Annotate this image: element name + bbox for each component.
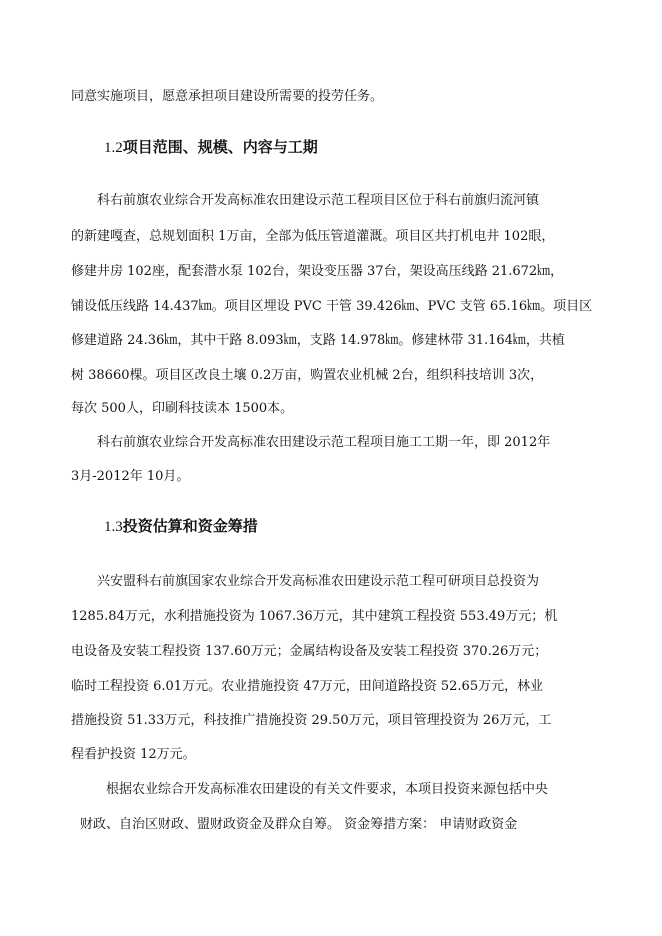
section-number: 1.2 [104,140,123,156]
section-title: 投资估算和资金筹措 [122,517,258,535]
text-line: 措施投资 51.33万元，科技推广措施投资 29.50万元，项目管理投资为 26万元，工 [71,713,552,728]
section-number: 1.3 [104,519,123,535]
text-line: 3月-2012年 10月。 [71,469,190,484]
text-line: 修建道路 24.36㎞，其中干路 8.093㎞，支路 14.978㎞。修建林带 31.164㎞，共植 [71,333,565,348]
section-1-3-heading [104,515,258,538]
text-line: 科右前旗农业综合开发高标准农田建设示范工程项目区位于科右前旗归流河镇 [97,193,540,208]
text-line: 根据农业综合开发高标准农田建设的有关文件要求，本项目投资来源包括中央 [106,782,549,797]
text-line: 铺设低压线路 14.437㎞。项目区埋设 PVC 干管 39.426㎞、PVC 支管 65.16㎞。项目区 [71,299,593,314]
text-line: 树 38660棵。项目区改良土壤 0.2万亩，购置农业机械 2台，组织科技培训 3次， [71,368,544,383]
text-line: 临时工程投资 6.01万元。农业措施投资 47万元，田间道路投资 52.65万元，林业 [71,679,544,694]
text-line: 电设备及安装工程投资 137.60万元；金属结构设备及安装工程投资 370.26万元； [71,644,548,659]
section-title: 项目范围、规模、内容与工期 [122,138,318,156]
text-line: 的新建嘎查，总规划面积 1万亩，全部为低压管道灌溉。项目区共打机电井 102眼， [71,229,555,244]
top-line: 同意实施项目，愿意承担项目建设所需要的投劳任务。 [71,89,384,104]
text-line: 财政、自治区财政、盟财政资金及群众自筹。 资金筹措方案： 申请财政资金 [80,817,518,832]
text-line: 科右前旗农业综合开发高标准农田建设示范工程项目施工工期一年，即 2012年 [97,435,551,450]
text-line: 程看护投资 12万元。 [71,747,196,762]
text-line: 1285.84万元，水利措施投资为 1067.36万元，其中建筑工程投资 553.49万元；机 [71,609,558,624]
text-line: 每次 500人，印刷科技读本 1500本。 [71,401,294,416]
text-line: 兴安盟科右前旗国家农业综合开发高标准农田建设示范工程可研项目总投资为 [97,574,540,589]
section-1-2-heading [104,136,318,159]
text-line: 修建井房 102座，配套潜水泵 102台，架设变压器 37台，架设高压线路 21.672㎞， [71,264,564,279]
